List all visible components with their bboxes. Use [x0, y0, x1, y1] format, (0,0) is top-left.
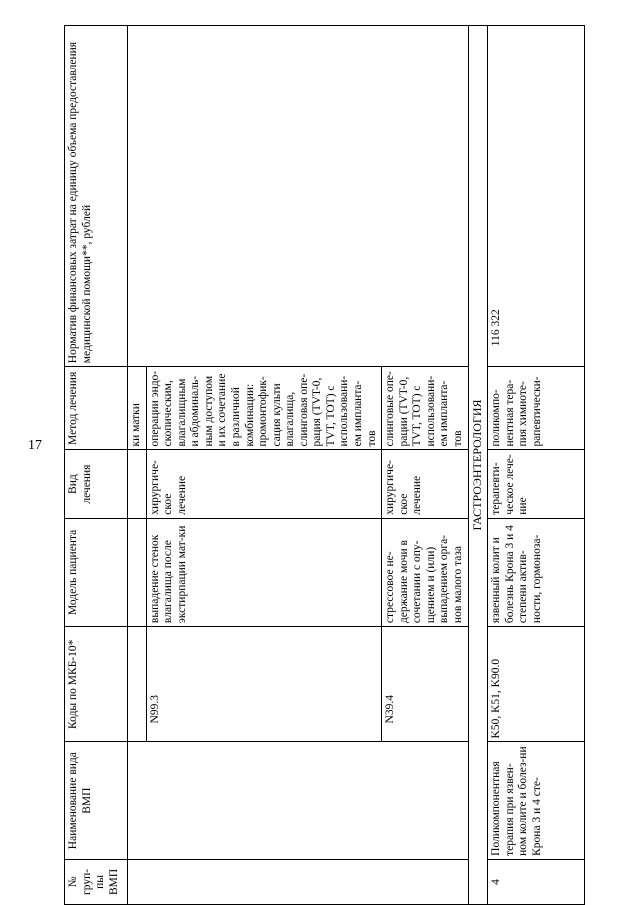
header-name: Наименование вида ВМП — [65, 742, 128, 859]
cell-code — [128, 627, 147, 742]
table-row — [488, 26, 585, 905]
cell-group: 4 — [488, 859, 585, 904]
cell-model: выпадение стенок влагалища после экстирпации мат-ки — [146, 518, 382, 626]
cell-treatment-type: терапевти-ческое лече-ние — [488, 450, 585, 518]
table-row — [128, 26, 147, 905]
cell-name: Поликомпонентная терапия при язвен-ном колите и болез-ни Крона 3 и 4 сте- — [488, 742, 585, 859]
header-model: Модель пациента — [65, 518, 128, 626]
cell-code: N39.4 — [382, 627, 469, 742]
vmp-table — [64, 25, 585, 905]
cell-method: слинговые опе-рации (TVT-0, TVT, TOT) с использовани-ем имплантa-тов — [382, 367, 469, 450]
cell-model: язвенный колит и болезнь Крона 3 и 4 степени актив-ности, гормоноза- — [488, 518, 585, 626]
header-codes: Коды по МКБ-10* — [65, 627, 128, 742]
header-norm: Норматив финансовых затрат на единицу объема предоставления медицинской помощи**, рублей — [65, 26, 128, 367]
cell-treatment-type — [128, 450, 147, 518]
rotated-table-page — [64, 25, 543, 905]
header-group-no: № груп-пы ВМП — [65, 859, 128, 904]
cell-code: N99.3 — [146, 627, 382, 742]
cell-treatment-type: хирургиче-ское лечение — [146, 450, 382, 518]
cell-norm: 116 322 — [488, 26, 585, 367]
cell-name — [128, 742, 469, 859]
cell-model: стрессовое не-держание мочи в сочетании с опу-щением и (или) выпадением орга-нов малого таза — [382, 518, 469, 626]
header-treatment-type: Вид лечения — [65, 450, 128, 518]
header-row — [65, 26, 128, 905]
cell-norm — [128, 26, 469, 367]
section-row — [469, 26, 488, 905]
cell-model — [128, 518, 147, 626]
page-number: 17 — [28, 438, 42, 453]
section-title: ГАСТРОЭНТЕРОЛОГИЯ — [469, 26, 488, 905]
cell-code: K50, K51, K90.0 — [488, 627, 585, 742]
cell-method: операции эндо-скопическим, влагалищным и абдоминаль-ным доступом и их сочетание в различной комбинации: промонтофик-сация культи влагалища, слинговая опе-рация (TVT-0, TVT, TOT) с использовани-ем имплантa-тов — [146, 367, 382, 450]
cell-group — [128, 859, 469, 904]
cell-method: поликомпо-нентная тера-пия химиоте-рапевтически- — [488, 367, 585, 450]
cell-treatment-type: хирургиче-ское лечение — [382, 450, 469, 518]
header-method: Метод лечения — [65, 367, 128, 450]
cell-method: ки матки — [128, 367, 147, 450]
